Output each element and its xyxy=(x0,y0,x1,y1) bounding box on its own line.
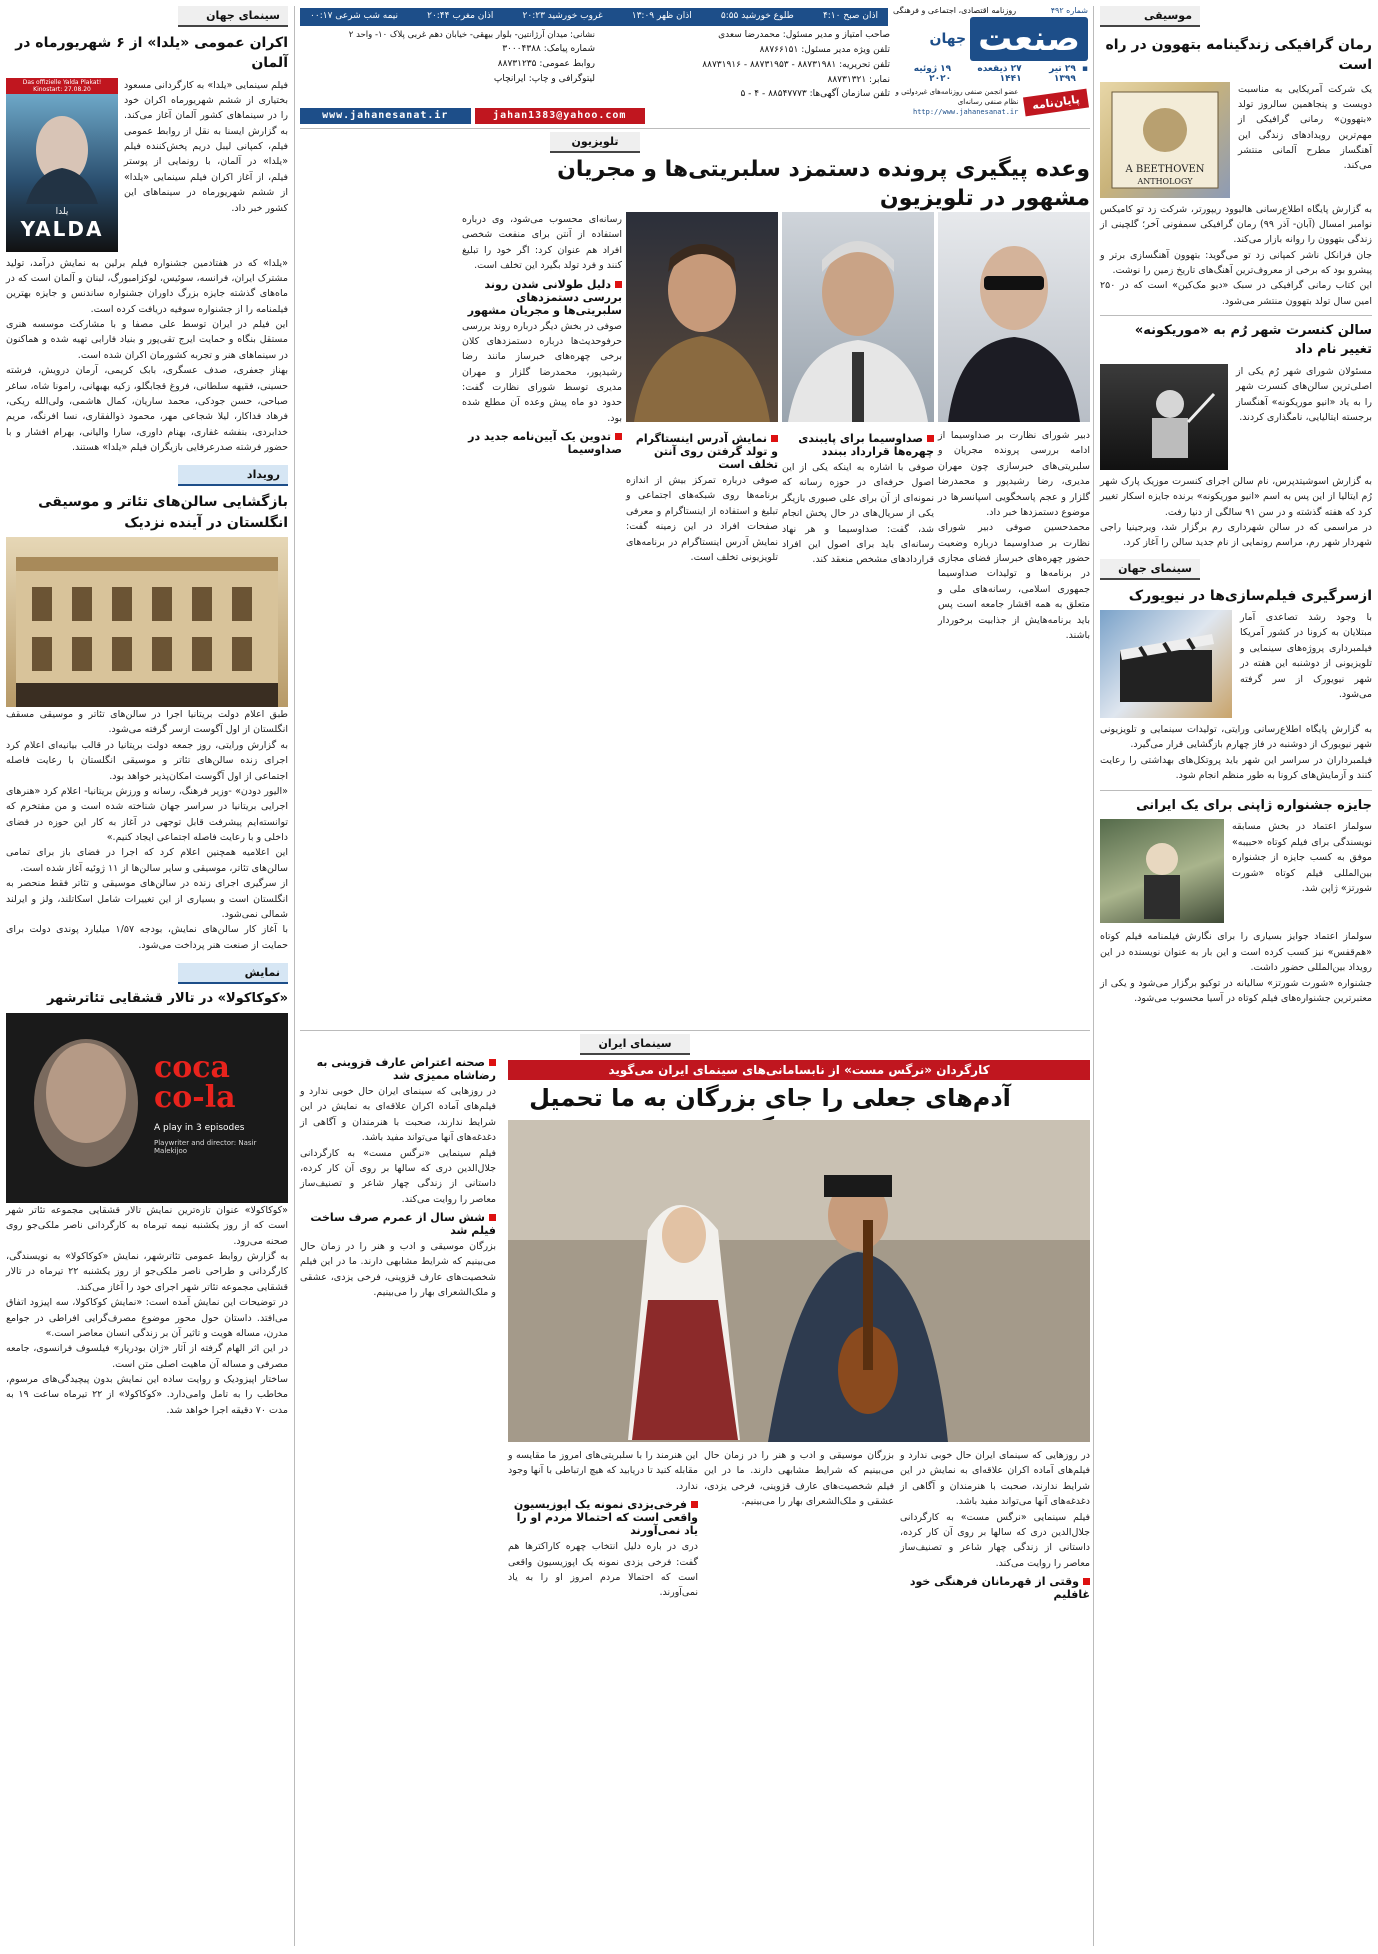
poster-main-title: coca co-la xyxy=(154,1049,236,1115)
photo-narges-mast xyxy=(508,1120,1090,1442)
article-text: طبق اعلام دولت بریتانیا اجرا در سالن‌های تئاتر و موسیقی مسقف انگلستان از اول آگوست ازسر گرفته می‌شود. xyxy=(6,709,288,736)
address-line: لیتوگرافی و چاپ: ایرانچاپ xyxy=(493,73,595,84)
section-tag-tv: تلویزیون xyxy=(550,132,640,153)
tv-col-1 xyxy=(938,428,1090,643)
subheading-text: شش سال از عمرم صرف ساخت فیلم شد xyxy=(310,1211,496,1237)
article-text: صوفی در بخش دیگر درباره روند بررسی حرفوحدیث‌ها درباره دستمزدهای کلان برخی چهره‌های خبرساز مانند رضا رشیدپور، محمدرضا گلزار و مهران مدیری توسط شورای نظارت گفت: حدود دو ماه پیش وعده آن مطلع شده بود. xyxy=(462,320,622,424)
article-text: این فیلم در ایران توسط علی مصفا و با مشارکت موسسه هنری مستقل بنگاه و حمایت ایرج تقی‌پور و بنیاد فارابی تهیه شده و هماکنون در سینماهای هنر و تجربه کشورمان اکران شده است. xyxy=(6,319,288,361)
article-title-uk-theatres: بازگشایی سالن‌های تئاتر و موسیقی انگلستان در آینده نزدیک xyxy=(38,494,288,531)
section-tag-show: نمایش xyxy=(178,963,288,984)
date-persian: ۲۹ تیر ۱۳۹۹ xyxy=(1049,64,1076,84)
subheading-text: صحنه اعتراض عارف قزوینی به رضاشاه ممیزی شد xyxy=(316,1056,496,1082)
section-tag-world-cinema: سینمای جهان xyxy=(1100,559,1200,580)
prayer-time: طلوع خورشید ۵:۵۵ xyxy=(720,11,794,21)
center-bottom-article xyxy=(300,1034,1090,1946)
subheading xyxy=(462,278,622,317)
headline-cinema: آدم‌های جعلی را جای بزرگان به ما تحمیل xyxy=(529,1084,1011,1112)
subheading-text: وقتی از قهرمانان فرهنگی خود غافلیم xyxy=(909,1575,1090,1601)
section-tag-music: موسیقی xyxy=(1100,6,1200,27)
center-top-article xyxy=(300,132,1090,1032)
article-title-beethoven: رمان گرافیکی زندگینامه بتهوون در راه است xyxy=(1105,37,1372,74)
contact-bar xyxy=(300,108,645,124)
article-text: به گزارش اسوشیتدپرس، نام سالن اجرای کنسرت موزیک پارک شهر رُم ایتالیا از این پس به اسم «انیو موریکونه» برنده جایزه اسکار تغییر کرد که هفته گذشته و در سن ۹۱ سالگی از دنیا رفت. xyxy=(1100,475,1372,518)
article-text: این کتاب رمانی گرافیکی در سبک «دیو ‌مک‌کین» است که در ۲۵۰ امین سال تولد بتهوون منتشر می‌شود. xyxy=(1100,280,1372,307)
subheading xyxy=(300,1211,496,1237)
calendar-icon: ▪ xyxy=(1081,64,1088,74)
photo-golzar xyxy=(626,212,778,422)
article-text: رسانه‌ای محسوب می‌شود، وی درباره استفاده از آنتن برای منفعت شخصی افراد هم عنوان کرد: اگر خود را تبلیغ کنند و فرد تولد بگیرد این تخلف است. xyxy=(462,214,622,272)
prayer-time: نیمه شب شرعی ۰۰:۱۷ xyxy=(310,11,399,21)
svg-text:A BEETHOVEN: A BEETHOVEN xyxy=(1125,163,1205,175)
clapperboard-icon xyxy=(1100,610,1232,718)
paper-subtitle: عضو انجمن صنفی روزنامه‌های غیردولتی و نظام صنفی رسانه‌ای xyxy=(895,88,1019,106)
article-text: جان فرانکل ناشر کمپانی زد تو می‌گوید: بتهوون آهنگسازی برتر و پیشرو بود که برخی از معروف‌ترین آهنگ‌های تاریخ زمین را نوشت. xyxy=(1100,249,1372,277)
logo-text: صنعت xyxy=(978,19,1080,59)
prayer-times-strip xyxy=(300,8,888,26)
svg-text:ANTHOLOGY: ANTHOLOGY xyxy=(1137,176,1193,186)
logo-prefix: جهان xyxy=(929,31,967,47)
article-text: به گزارش ورایتی، روز جمعه دولت بریتانیا در قالب بیانیه‌ای اعلام کرد اجرای زنده سالن‌های تئاتر و موسیقی انگلستان با رعایت فاصله اجتماعی از اول آگوست امکان‌پذیر خواهد بود. xyxy=(6,739,288,782)
article-text: این اعلامیه همچنین اعلام کرد که اجرا در فضای باز برای تمامی سالن‌های تئاتر، موسیقی و سایر سالن‌ها از ۱۱ ژوئیه آغاز شده است. xyxy=(6,847,288,874)
article-text: فیلم سینمایی «یلدا» به کارگردانی مسعود بختیاری از ششم شهریورماه اکران خود را در سینماهای کشور آلمان آغاز می‌کند. به گزارش ایسنا به نقل از روابط عمومی فیلم، کمپانی لیبل دریم پخش‌کننده فیلم «یلدا» در آلمان، با رونمایی از پوستر فیلم، از آغاز اکران فیلم سینمایی «یلدا» از ششم شهریورماه در سینماهای این کشور خبر داد. xyxy=(124,79,288,214)
article-text: بهناز جعفری، صدف عسگری، بابک کریمی، آرمان درویش، فرشته حسینی، فقیهه سلطانی، فروغ قجابگلو، زکیه بهبهانی، رامونا شاه، ساغر صباحی، حسن جودکی، محمد ساریان، کمال هاشمی، ولی‌الله ریکی، فرهاد فداکار، لیلا شجاعی مهر، محمود ذوالفقاری، نسا افرنگه، مریم خدابردی، بنفشه غفاری، بهنام داوری، سارا والیانی، بهرام افشار و با حضور فرشته صدرعرفایی بازیگران فیلم «یلدا» هستند. xyxy=(6,365,288,454)
article-text: در مراسمی که در سالن شهرداری رم برگزار شد، ویرجینیا راجی شهردار شهر رم، مراسم رونمایی از نام جدید سالن را آغاز کرد. xyxy=(1100,522,1372,549)
prayer-time: اذان صبح ۴:۱۰ xyxy=(822,11,878,21)
article-text: ساختار اپیزودیک و روایت ساده این نمایش بدون پیچیدگی‌های مرسوم، مخاطب را به تامل وامی‌دارد. «کوکاکولا» از ۲۲ تیرماه ساعت ۱۹ به مدت ۷۰ دقیقه اجرا خواهد شد. xyxy=(6,1374,288,1416)
tv-col-2 xyxy=(782,428,934,568)
article-text: «یلدا» که در هفتادمین جشنواره فیلم برلین به نمایش درآمد، تولید مشترک ایران، فرانسه، سوئیس، لوکزامبورگ، لبنان و آلمان است که در ماه‌های گذشته جایزه بزرگ داوران جشنواره ساندنس و جایزه بهترین فیلمنامه را از جشنواره سوفیه دریافت کرده است. xyxy=(6,257,288,315)
book-cover-icon xyxy=(1100,82,1230,198)
date-arabic: ۲۷ ذیقعده ۱۴۴۱ xyxy=(977,64,1022,84)
article-text: در این اثر الهام گرفته از آثار «ژان بودریار» فیلسوف فرانسوی، جامعه مصرفی و مساله آن ماهیت اصلی متن است. xyxy=(6,1343,288,1370)
article-text: بزرگان موسیقی و ادب و هنر را در زمان حال می‌بینیم که شرایط مشابهی دارند. ما در این فیلم شخصیت‌های عارف قزوینی، فرخی یزدی، عشقی و ملک‌الشعرای بهار را می‌بینیم. xyxy=(300,1241,496,1299)
tv-col-4 xyxy=(462,212,622,458)
article-text: به گزارش روابط عمومی تئاترشهر، نمایش «کوکاکولا» به نویسندگی، کارگردانی و طراحی ناصر ملکی‌جو از روز یکشنبه ۲۲ تیرماه در تالار قشقایی مجموعه تئاتر شهر اجرای خود را آغاز می‌کند. xyxy=(6,1251,289,1293)
clapperboard-photo xyxy=(1100,610,1232,718)
subheading xyxy=(508,1498,698,1537)
paper-tagline: روزنامه اقتصادی، اجتماعی و فرهنگی xyxy=(893,6,1017,15)
article-text: از سرگیری اجرای زنده در سالن‌های موسیقی و تئاتر فقط منحصر به انگلستان است و بسیاری از این تغییرات شامل اسکاتلند، ولز و ایرلند شمالی نمی‌شود. xyxy=(6,878,288,920)
article-title-japan-award: جایزه جشنواره ژاپنی برای یک ایرانی xyxy=(1136,797,1372,813)
cinema-col-2 xyxy=(704,1448,894,1510)
staff-line: نمابر: ۸۸۷۳۱۳۲۱ xyxy=(827,74,890,85)
date-gregorian: ۱۹ ژوئیه ۲۰۲۰ xyxy=(913,64,952,84)
article-text: سولماز اعتماد در بخش مسابقه نویسندگی برای فیلم کوتاه «حبیبه» موفق به کسب جایزه از جشنواره بین‌المللی فیلم کوتاه «شورت شورتز» ژاپن شد. xyxy=(1232,821,1372,894)
cocacola-poster xyxy=(6,1013,288,1203)
poster-credit: Playwriter and director: Nasir Malekijoo xyxy=(154,1138,257,1155)
address-line: شماره پیامک: ۳۰۰۰۴۳۸۸ xyxy=(502,44,595,55)
article-text: جشنواره «شورت شورتز» سالیانه در توکیو برگزار می‌شود و یکی از معتبرترین جشنواره‌های فیلم کوتاه در آسیا محسوب می‌شود. xyxy=(1100,977,1372,1004)
subheading-text: صداوسیما برای پایبندی چهره‌ها قرارداد ببندد xyxy=(798,432,934,458)
subheading xyxy=(300,1056,496,1082)
subheading-text: تدوین یک آیین‌نامه جدید در صداوسیما xyxy=(468,430,622,457)
prayer-time: غروب خورشید ۲۰:۲۳ xyxy=(522,11,603,21)
festival-award-photo xyxy=(1100,819,1224,923)
article-text: دبیر شورای نظارت بر صداوسیما از ادامه بررسی پرونده مجریان و سلبریتی‌های خبرسازی چون مهران مدیری، رضا رشیدپور و محمدرضا گلزار و عجم پاسخگویی اسپانسرها در موضوع دستمزدها خبر داد. xyxy=(938,430,1090,518)
article-text: در توضیحات این نمایش آمده است: «نمایش کوکاکولا، سه اپیزود اتفاق می‌افتد. داستان حول محور موضوع مصرف‌گرایی افراطی در جوامع مدرن، مساله هویت و تاثیر آن بر زندگی انسان معاصر است.» xyxy=(6,1297,288,1339)
article-text: «کوکاکولا» عنوان تازه‌ترین نمایش تالار قشقایی مجموعه تئاتر شهر است که از روز یکشنبه نیمه تیرماه به کارگردانی ناصر ملکی‌جو روی صحنه می‌رود. xyxy=(6,1204,288,1247)
address-info xyxy=(300,28,595,108)
article-title-cocacola: «کوکاکولا» در تالار قشقایی تئاترشهر xyxy=(46,991,288,1007)
website-link[interactable]: www.jahanesanat.ir xyxy=(300,108,471,124)
article-text: محمدحسین صوفی دبیر شورای نظارت بر صداوسیما درباره وضعیت حضور چهره‌های خبرساز فضای مجازی در برنامه‌ها و تولیدات صداوسیما جمهوری اسلامی، رسانه‌های ملی و متعلق به همه اقشار جامعه است پس باید برنامه‌هایش از جذابیت برخوردار باشند. xyxy=(938,522,1090,641)
staff-line: صاحب امتیاز و مدیر مسئول: محمدرضا سعدی xyxy=(718,30,890,40)
article-text: سولماز اعتماد جوایز بسیاری را برای نگارش فیلمنامه فیلم کوتاه «هم‌قفس» نیز کسب کرده است و این بار به عنوان نویسنده در این رویداد بین‌المللی حضور داشت. xyxy=(1100,931,1372,974)
beethoven-book-image xyxy=(1100,82,1230,198)
left-column xyxy=(6,6,288,1950)
morricone-photo xyxy=(1100,364,1228,470)
article-text: در روزهایی که سینمای ایران حال خوبی ندارد و فیلم‌های آماده اکران علاقه‌ای به نمایش در این شرایط ندارند، صحبت با هنرمندان و آگاهی از دغدغه‌های آنها می‌تواند مفید باشد. xyxy=(900,1450,1090,1508)
theatre-building-photo xyxy=(6,537,288,707)
paper-logo xyxy=(970,17,1088,61)
section-badge-text: پایان‌نامه xyxy=(1031,92,1081,113)
subheading-text: فرخی‌یزدی نمونه یک اپوزیسیون واقعی است که احتمالا مردم او را یاد نمی‌آورند xyxy=(513,1498,698,1538)
tv-col-3 xyxy=(626,428,778,565)
issue-number: شماره ۴۹۲ xyxy=(1050,6,1088,15)
poster-top-text: Das offizielle Yalda Plakat! Kinostart: 27.08.20 xyxy=(6,78,118,94)
article-text: دری در باره دلیل انتخاب چهره کاراکترها هم گفت: فرخی یزدی نمونه یک اپوزیسیون واقعی است که احتمالا مردم امروز او را به یاد نمی‌آورند. xyxy=(508,1541,698,1599)
staff-line: تلفن ویژه مدیر مسئول: ۸۸۷۶۶۱۵۱ xyxy=(759,44,890,55)
paper-site[interactable]: http://www.jahanesanat.ir xyxy=(912,107,1019,116)
subheading-text: نمایش آدرس اینستاگرام و تولد گرفتن روی آنتن تخلف است xyxy=(635,432,778,471)
section-badge xyxy=(1023,89,1089,117)
article-text: به گزارش پایگاه اطلاع‌رسانی ورایتی، تولیدات سینمایی و تلویزیونی شهر نیویورک از دوشنبه در فاز چهارم بازگشایی قرار می‌گیرد. xyxy=(1100,724,1372,751)
staff-info xyxy=(600,28,890,108)
section-tag-iran-cinema: سینمای ایران xyxy=(580,1034,690,1055)
right-column xyxy=(1100,6,1372,1950)
cinema-col-left xyxy=(300,1052,496,1301)
article-text: فیلمبرداران در سراسر این شهر باید پروتکل‌های بهداشتی را رعایت کنند و آزمایش‌های کرونا به طور منظم انجام شود. xyxy=(1100,754,1372,782)
article-text: صوفی درباره تمرکز بیش از اندازه برنامه‌ها روی شبکه‌های اجتماعی و تبلیغ و استفاده از اینستاگرام و معرفی صفحات افراد در این زمینه گفت: نمایش آدرس اینستاگرام در برنامه‌های تلویزیونی تخلف است. xyxy=(626,475,778,563)
subheading xyxy=(462,430,622,456)
poster-subtitle: A play in 3 episodes xyxy=(154,1122,245,1133)
article-text: یک شرکت آمریکایی به مناسبت دویست و پنجاهمین سالروز تولد «بتهوون» رمانی گرافیکی از مهم‌ترین رویدادهای زندگی این آهنگساز مطرح آلمانی منتشر می‌کند. xyxy=(1238,83,1372,172)
staff-line: تلفن تحریریه: ۸۸۷۳۱۹۸۱ - ۸۸۷۳۱۹۵۳ - ۸۸۷۳۱۹۱۶ xyxy=(702,59,890,70)
article-text: این هنرمند را با سلبریتی‌های امروز ما مقایسه و مقابله کنید تا دریابید که هیچ ارتباطی با آنها وجود ندارد. xyxy=(508,1450,698,1492)
poster-title: YALDA xyxy=(20,216,104,241)
cinema-col-1 xyxy=(900,1448,1090,1603)
kicker-banner: کارگردان «نرگس مست» از نابسامانی‌های سینمای ایران می‌گوید xyxy=(508,1060,1090,1080)
article-text: در روزهایی که سینمای ایران حال خوبی ندارد و فیلم‌های آماده اکران علاقه‌ای به نمایش در این شرایط ندارند، صحبت با هنرمندان و آگاهی از دغدغه‌های آنها می‌تواند مفید باشد. xyxy=(300,1086,496,1144)
article-title-morricone: سالن کنسرت شهر رُم به «موریکونه» تغییر نام داد xyxy=(1134,323,1372,358)
article-text: فیلم سینمایی «نرگس مست» به کارگردانی جلال‌الدین دری که سالها بر روی آن کار کرده، داستانی از زندگی چهار شاعر و تصنیف‌ساز معاصر را روایت می‌کند. xyxy=(300,1147,496,1205)
address-line: نشانی: میدان آرژانتین- بلوار بیهقی- خیابان دهم غربی پلاک ۱۰- واحد ۲ xyxy=(348,30,595,40)
article-text: با وجود رشد تصاعدی آمار مبتلایان به کرونا در کشور آمریکا فیلمبرداری پروژه‌های سینمایی و تلویزیونی از دوشنبه این هفته در شهر نیویورک از سر گرفته می‌شود. xyxy=(1240,612,1372,700)
article-text: مسئولان شورای شهر رُم یکی از اصلی‌ترین سالن‌های کنسرت شهر را به یاد «انیو موریکونه» آهنگساز برجسته ایتالیایی، نامگذاری کردند. xyxy=(1236,365,1372,424)
article-text: به گزارش پایگاه اطلاع‌رسانی هالیوود ریپورتر، شرکت زد تو کامیکس نوامبر امسال (آبان‌- آذر ۹۹) رمان گرافیکی سمفونی آخر؛ گلچینی از زندگی بتهوون را روانه بازار می‌کند. xyxy=(1100,203,1372,246)
article-text: بزرگان موسیقی و ادب و هنر را در زمان حال می‌بینیم که شرایط مشابهی دارند. ما در این فیلم شخصیت‌های عارف قزوینی، فرخی یزدی، عشقی و ملک‌الشعرای بهار را می‌بینیم. xyxy=(704,1450,894,1508)
yalda-poster xyxy=(6,78,118,252)
article-text: فیلم سینمایی «نرگس مست» به کارگردانی جلال‌الدین دری که سالها بر روی آن کار کرده، داستانی از زندگی چهار شاعر و تصنیف‌ساز معاصر را روایت می‌کند. xyxy=(900,1511,1090,1569)
section-tag-event: رویداد xyxy=(178,465,288,486)
subheading-text: دلیل طولانی شدن روند بررسی دستمزدهای سلبریتی‌ها و مجریان مشهور xyxy=(467,277,622,317)
article-title-newyork: ازسرگیری فیلم‌سازی‌ها در نیویورک xyxy=(1128,587,1372,604)
article-text: با آغاز کار سالن‌های نمایش، بودجه ۱/۵۷ میلیارد پوندی دولت برای حمایت از صنعت هنر پرداخت می‌شود. xyxy=(6,924,288,951)
article-text: صوفی با اشاره به اینکه یکی از این اصول حرفه‌ای در حوزه رسانه که نمونه‌ای از آن برای علی صبوری بازیگر یکی از سریال‌های در حال پخش انجام شد، گفت: صداوسیما و هر نهاد رسانه‌ای باید برای اصول این افراد قراردادهای مشخص منعقد کند. xyxy=(782,462,934,566)
article-title-yalda: اکران عمومی «یلدا» از ۶ شهریورماه در آلمان xyxy=(15,35,288,72)
article-text: «الیور دودن» -وزیر فرهنگ، رسانه و ورزش بریتانیا- اعلام کرد «هنرهای اجرایی بریتانیا در سراسر جهان شناخته شده است و من مفتخرم که توانسته‌ایم پیشرفت قابل توجهی در آغاز به کار این حوزه در فضای داخلی و با رعایت فاصله اجتماعی ایجاد کنیم.» xyxy=(6,785,288,844)
section-tag-world-cinema: سینمای جهان xyxy=(178,6,288,27)
headline-tv: وعده پیگیری پرونده دستمزد سلبریتی‌ها و مجریان مشهور در تلویزیون xyxy=(557,157,1090,211)
subheading xyxy=(626,432,778,471)
poster-title-fa: یلدا xyxy=(55,206,69,217)
subheading xyxy=(900,1575,1090,1601)
email-link[interactable]: jahan1383@yahoo.com xyxy=(475,108,646,124)
masthead xyxy=(893,6,1088,124)
photo-modiri xyxy=(782,212,934,422)
staff-line: تلفن سازمان آگهی‌ها: ۸۸۵۴۷۷۷۳ - ۴ - ۵ xyxy=(740,89,890,100)
address-line: روابط عمومی: ۸۸۷۳۱۲۳۵ xyxy=(497,58,595,69)
prayer-time: اذان مغرب ۲۰:۴۴ xyxy=(427,11,494,21)
prayer-time: اذان ظهر ۱۳:۰۹ xyxy=(631,11,692,21)
subheading xyxy=(782,432,934,458)
cinema-col-3 xyxy=(508,1448,698,1601)
photo-rashidpour xyxy=(938,212,1090,422)
